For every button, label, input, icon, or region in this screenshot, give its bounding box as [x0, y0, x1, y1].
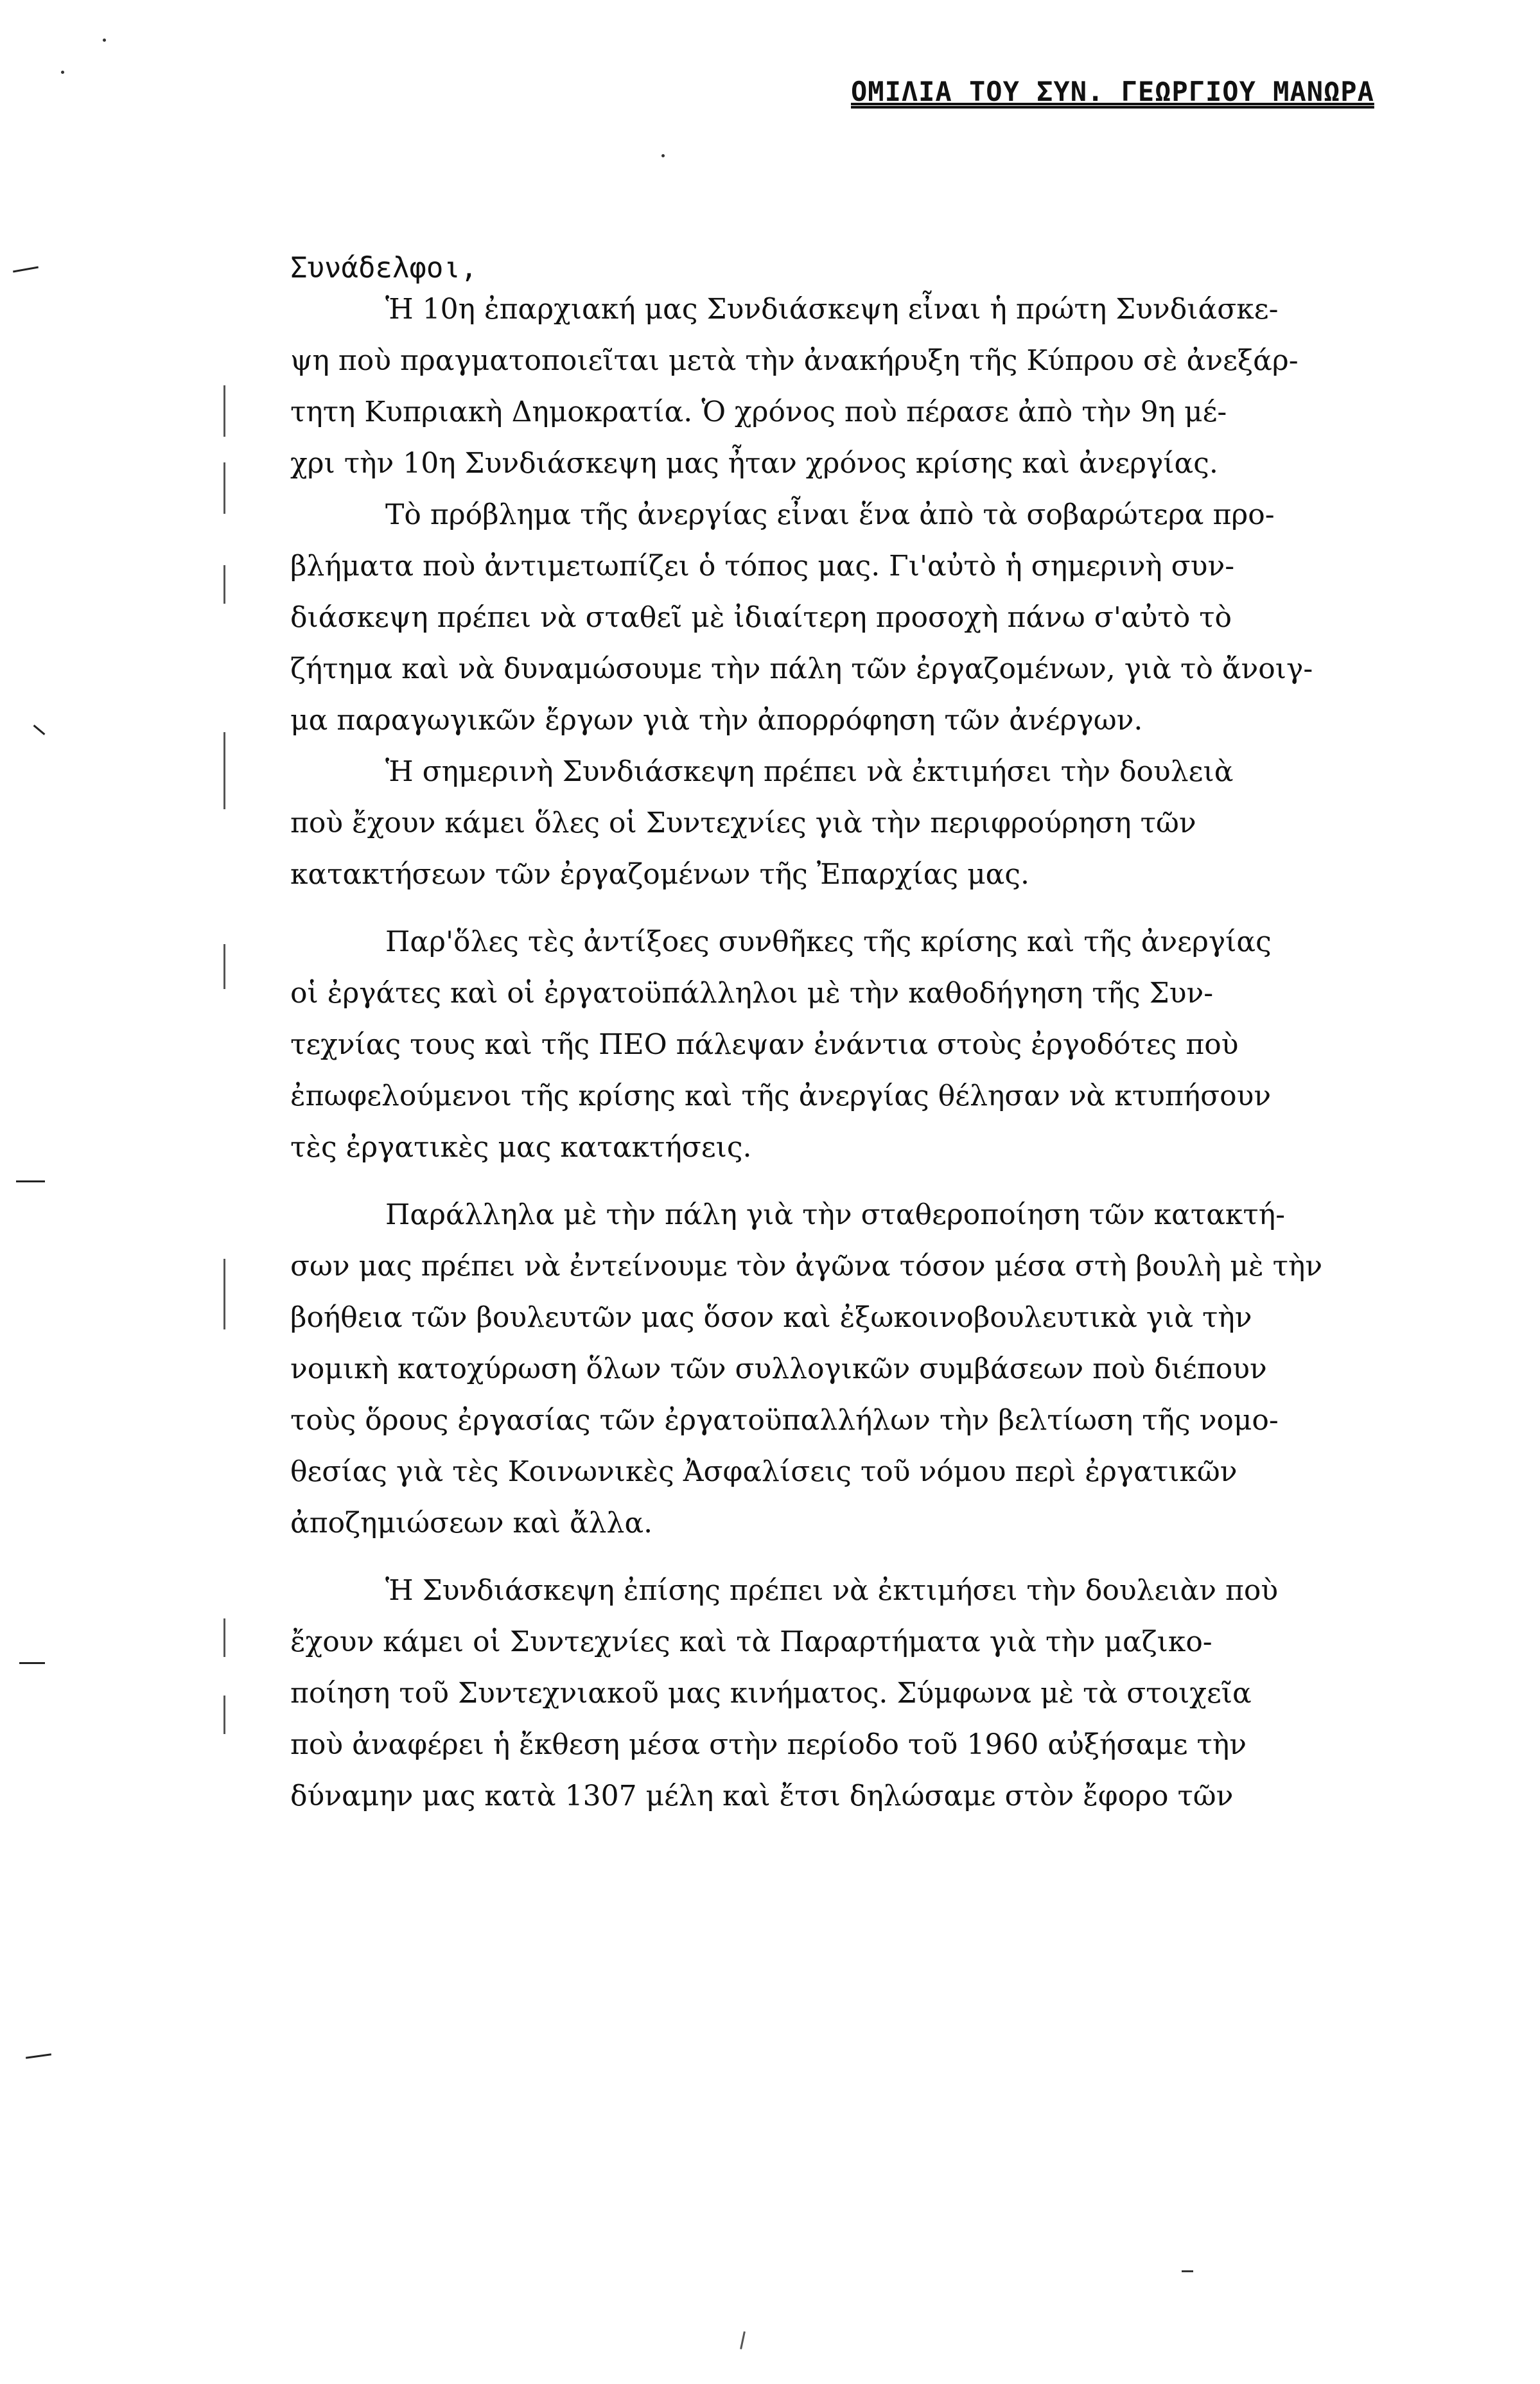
text-line: Παρ'ὅλες τὲς ἀντίξοες συνθῆκες τῆς κρίσης καὶ τῆς ἀνεργίας: [385, 925, 1272, 958]
edge-mark: [33, 724, 46, 735]
text-line: ζήτημα καὶ νὰ δυναμώσουμε τὴν πάλη τῶν ἐργαζομένων, γιὰ τὸ ἄνοιγ-: [290, 653, 1313, 685]
text-line: διάσκεψη πρέπει νὰ σταθεῖ μὲ ἰδιαίτερη προσοχὴ πάνω σ'αὐτὸ τὸ: [290, 601, 1232, 634]
text-line: νομικὴ κατοχύρωση ὅλων τῶν συλλογικῶν συμβάσεων ποὺ διέπουν: [290, 1353, 1267, 1385]
text-line: Παράλληλα μὲ τὴν πάλη γιὰ τὴν σταθεροποίηση τῶν κατακτή-: [385, 1198, 1285, 1231]
text-line: θεσίας γιὰ τὲς Κοινωνικὲς Ἀσφαλίσεις τοῦ νόμου περὶ ἐργατικῶν: [290, 1455, 1238, 1488]
text-line: ἀποζημιώσεων καὶ ἄλλα.: [290, 1507, 653, 1539]
margin-mark: [740, 2331, 746, 2349]
text-line: ἐπωφελούμενοι τῆς κρίσης καὶ τῆς ἀνεργίας θέλησαν νὰ κτυπήσουν: [290, 1080, 1272, 1112]
text-line: σων μας πρέπει νὰ ἐντείνουμε τὸν ἀγῶνα τόσον μέσα στὴ βουλὴ μὲ τὴν: [290, 1250, 1323, 1283]
text-line: βοήθεια τῶν βουλευτῶν μας ὅσον καὶ ἐξωκοινοβουλευτικὰ γιὰ τὴν: [290, 1301, 1252, 1334]
text-line: Τὸ πρόβλημα τῆς ἀνεργίας εἶναι ἕνα ἀπὸ τὰ σοβαρώτερα προ-: [385, 498, 1275, 531]
text-line: Ἡ 10η ἐπαρχιακή μας Συνδιάσκεψη εἶναι ἡ πρώτη Συνδιάσκε-: [385, 293, 1279, 326]
text-line: τεχνίας τους καὶ τῆς ΠΕΟ πάλεψαν ἐνάντια στοὺς ἐργοδότες ποὺ: [290, 1028, 1239, 1061]
text-line: τητη Κυπριακὴ Δημοκρατία. Ὁ χρόνος ποὺ πέρασε ἀπὸ τὴν 9η μέ-: [290, 396, 1227, 428]
margin-mark: [223, 732, 225, 809]
speck: [103, 39, 106, 42]
margin-mark: [223, 1696, 225, 1734]
margin-mark: [223, 944, 225, 989]
margin-mark: [223, 385, 225, 437]
text-line: Ἡ σημερινὴ Συνδιάσκεψη πρέπει νὰ ἐκτιμήσει τὴν δουλειὰ: [385, 755, 1234, 788]
edge-mark: [16, 1180, 45, 1182]
text-line: ψη ποὺ πραγματοποιεῖται μετὰ τὴν ἀνακήρυξη τῆς Κύπρου σὲ ἀνεξάρ-: [290, 344, 1299, 377]
text-line: βλήματα ποὺ ἀντιμετωπίζει ὁ τόπος μας. Γι'αὐτὸ ἡ σημερινὴ συν-: [290, 550, 1235, 583]
speck: [61, 71, 64, 74]
text-line: τοὺς ὅρους ἐργασίας τῶν ἐργατοϋπαλλήλων τὴν βελτίωση τῆς νομο-: [290, 1404, 1279, 1437]
salutation: Συνάδελφοι,: [290, 252, 478, 285]
document-title: ΟΜΙΛΙΑ ΤΟΥ ΣΥΝ. ΓΕΩΡΓΙΟΥ ΜΑΝΩΡΑ: [851, 76, 1374, 107]
text-line: ἔχουν κάμει οἱ Συντεχνίες καὶ τὰ Παραρτήματα γιὰ τὴν μαζικο-: [290, 1626, 1212, 1658]
text-line: μα παραγωγικῶν ἔργων γιὰ τὴν ἀπορρόφηση τῶν ἀνέργων.: [290, 704, 1143, 737]
text-line: κατακτήσεων τῶν ἐργαζομένων τῆς Ἐπαρχίας μας.: [290, 858, 1030, 891]
edge-mark: [19, 1662, 45, 1664]
margin-mark: [223, 565, 225, 604]
text-line: τὲς ἐργατικὲς μας κατακτήσεις.: [290, 1131, 752, 1164]
speck: [1182, 2270, 1193, 2272]
margin-mark: [223, 1259, 225, 1329]
text-line: ποίηση τοῦ Συντεχνιακοῦ μας κινήματος. Σύμφωνα μὲ τὰ στοιχεῖα: [290, 1677, 1252, 1710]
margin-mark: [223, 462, 225, 514]
text-line: ποὺ ἔχουν κάμει ὅλες οἱ Συντεχνίες γιὰ τὴν περιφρούρηση τῶν: [290, 807, 1196, 839]
edge-mark: [26, 2053, 51, 2059]
edge-mark: [13, 267, 39, 273]
text-line: Ἡ Συνδιάσκεψη ἐπίσης πρέπει νὰ ἐκτιμήσει τὴν δουλειὰν ποὺ: [385, 1574, 1279, 1607]
text-line: χρι τὴν 10η Συνδιάσκεψη μας ἦταν χρόνος κρίσης καὶ ἀνεργίας.: [290, 447, 1218, 480]
text-line: ποὺ ἀναφέρει ἡ ἔκθεση μέσα στὴν περίοδο τοῦ 1960 αὐξήσαμε τὴν: [290, 1728, 1247, 1761]
margin-mark: [223, 1618, 225, 1657]
text-line: οἱ ἐργάτες καὶ οἱ ἐργατοϋπάλληλοι μὲ τὴν καθοδήγηση τῆς Συν-: [290, 977, 1214, 1010]
speck: [661, 154, 665, 157]
text-line: δύναμην μας κατὰ 1307 μέλη καὶ ἔτσι δηλώσαμε στὸν ἔφορο τῶν: [290, 1780, 1234, 1812]
